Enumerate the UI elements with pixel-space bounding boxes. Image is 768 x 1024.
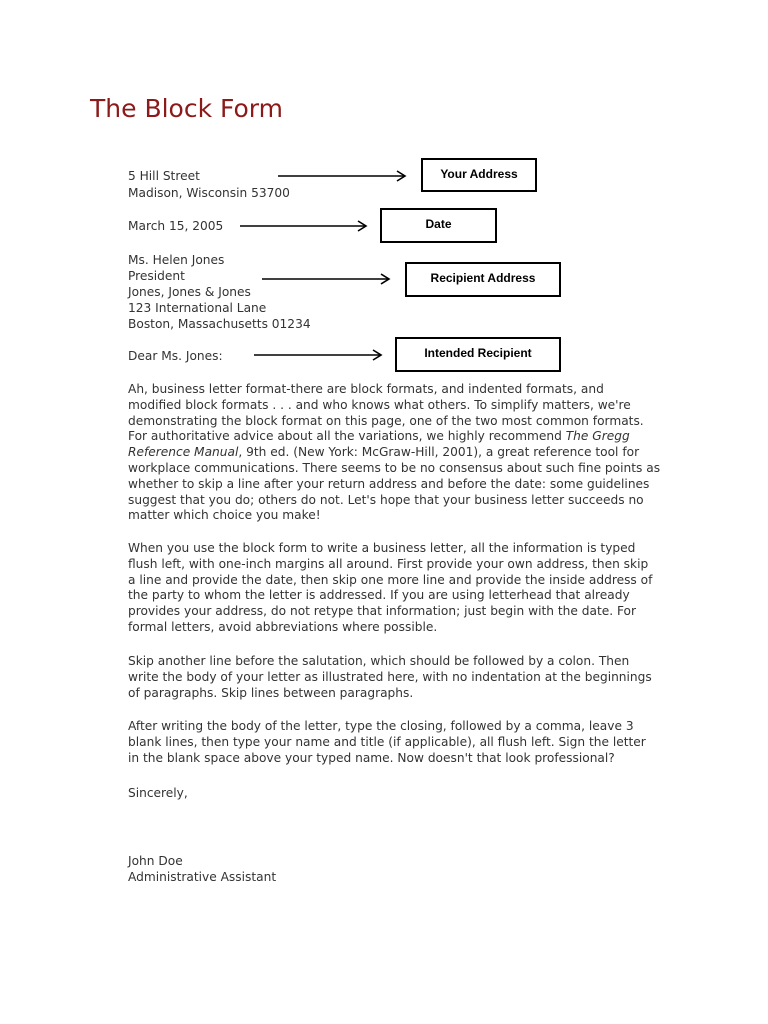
sender-city: Madison, Wisconsin 53700	[128, 186, 290, 200]
page-title: The Block Form	[90, 94, 283, 123]
letter-date: March 15, 2005	[128, 219, 224, 233]
closing: Sincerely,	[128, 786, 188, 800]
date-arrow	[240, 220, 370, 232]
signature-name: John Doe	[128, 854, 183, 868]
book-title-part-2: Reference Manual	[128, 445, 239, 460]
your-address-callout: Your Address	[421, 158, 537, 192]
recipient-city: Boston, Massachusetts 01234	[128, 317, 311, 331]
body-paragraph-4: After writing the body of the letter, type the closing, followed by a comma, leave 3 blank lines, then type your name and title (if applicable), all flush left. Sign the letter in the blank space above your typed name. Now doesn't that look professional?	[128, 719, 646, 765]
recipient-street: 123 International Lane	[128, 301, 267, 315]
recipient-name: Ms. Helen Jones	[128, 253, 225, 267]
intended-recipient-callout: Intended Recipient	[395, 337, 561, 372]
body-paragraph-1: Ah, business letter format-there are block formats, and indented formats, and modified block formats . . . and who knows what others. To simplify matters, we're demonstrating the block format on this page, one of the two most common formats. For authoritative advice about all the variations, we highly recommend The Gregg Reference Manual, 9th ed. (New York: McGraw-Hill, 2001), a great reference tool for workplace communications. There seems to be no consensus about such fine points as whether to skip a line after your return address and before the date: some guidelines suggest that you do; others do not. Let's hope that your business letter succeeds no matter which choice you make!	[128, 382, 661, 523]
recipient-title: President	[128, 269, 185, 283]
salutation: Dear Ms. Jones:	[128, 349, 223, 363]
intended-recipient-arrow	[254, 349, 386, 361]
signature-title: Administrative Assistant	[128, 870, 277, 884]
recipient-address-callout: Recipient Address	[405, 262, 561, 297]
body-paragraph-2: When you use the block form to write a business letter, all the information is typed flush left, with one-inch margins all around. First provide your own address, then skip a line and provide the date, then skip one more line and provide the inside address of the party to whom the letter is addressed. If you are using letterhead that already provides your address, do not retype that information; just begin with the date. For formal letters, avoid abbreviations where possible.	[128, 541, 653, 634]
recipient-address-arrow	[262, 273, 394, 285]
body-paragraph-3: Skip another line before the salutation, which should be followed by a colon. Then write the body of your letter as illustrated here, with no indentation at the beginnings of paragraphs. Skip lines between paragraphs.	[128, 654, 652, 700]
sender-street: 5 Hill Street	[128, 169, 200, 183]
date-callout: Date	[380, 208, 497, 243]
book-title-part-1: The Gregg	[565, 429, 630, 444]
your-address-arrow	[278, 170, 410, 182]
recipient-company: Jones, Jones & Jones	[128, 285, 251, 299]
